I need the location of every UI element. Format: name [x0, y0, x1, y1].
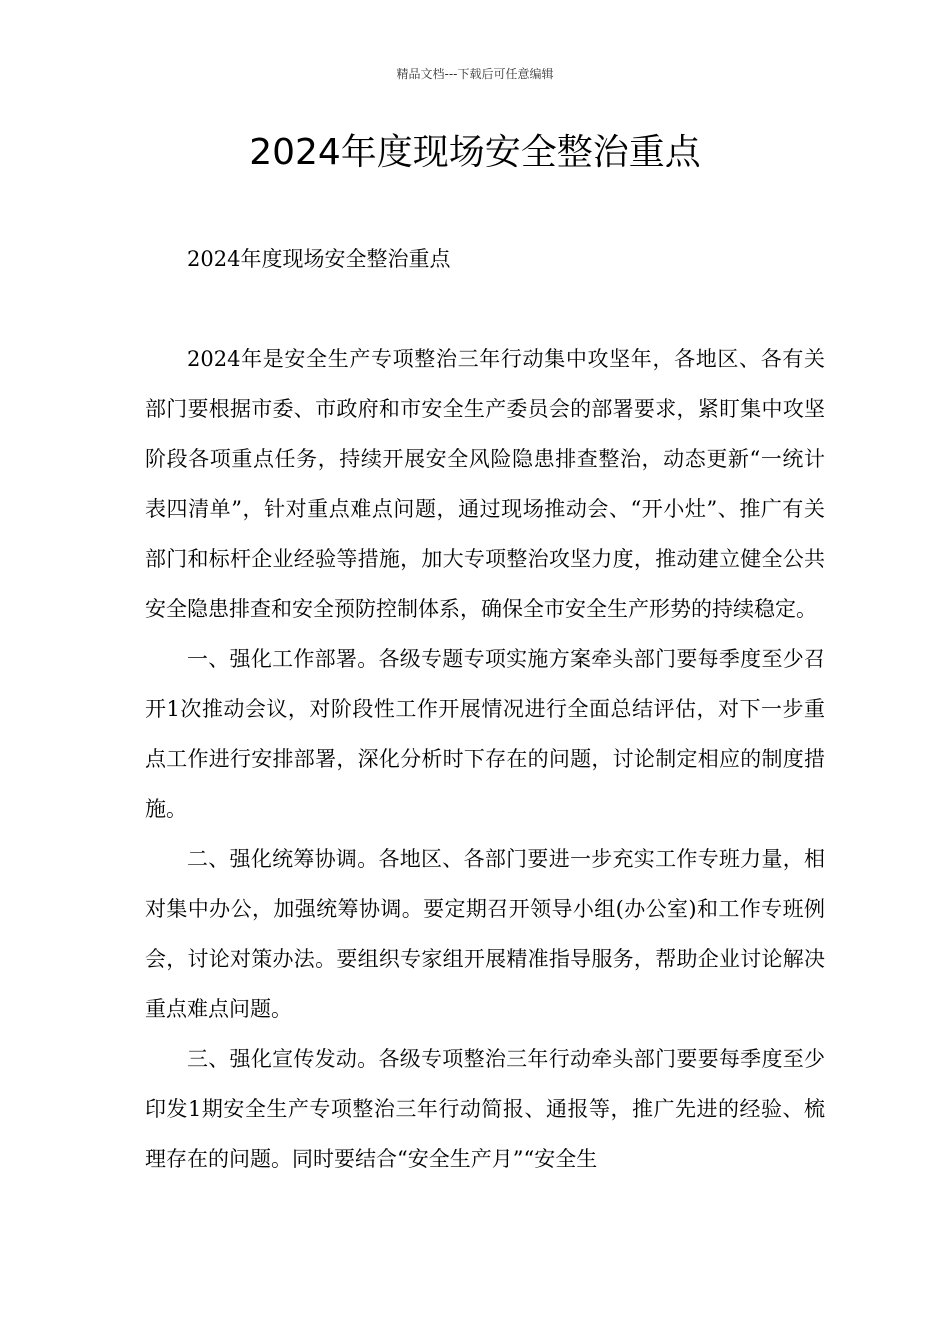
page-header-note: 精品文档---下载后可任意编辑 [396, 67, 554, 81]
document-subtitle: 2024年度现场安全整治重点 [187, 247, 451, 271]
document-title: 2024年度现场安全整治重点 [249, 132, 701, 173]
paragraph-section-1: 一、强化工作部署。各级专题专项实施方案牵头部门要每季度至少召开1次推动会议，对阶段性工作开展情况进行全面总结评估，对下一步重点工作进行安排部署，深化分析时下存在的问题，讨论制定相应的制度措施。 [145, 647, 825, 821]
paragraph-intro: 2024年是安全生产专项整治三年行动集中攻坚年，各地区、各有关部门要根据市委、市政府和市安全生产委员会的部署要求，紧盯集中攻坚阶段各项重点任务，持续开展安全风险隐患排查整治，动态更新“一统计表四清单”，针对重点难点问题，通过现场推动会、“开小灶”、推广有关部门和标杆企业经验等措施，加大专项整治攻坚力度，推动建立健全公共安全隐患排查和安全预防控制体系，确保全市安全生产形势的持续稳定。 [145, 347, 825, 621]
document-body [145, 234, 825, 1184]
paragraph-section-2: 二、强化统筹协调。各地区、各部门要进一步充实工作专班力量，相对集中办公，加强统筹协调。要定期召开领导小组(办公室)和工作专班例会，讨论对策办法。要组织专家组开展精准指导服务，帮助企业讨论解决重点难点问题。 [145, 847, 825, 1021]
paragraph-section-3: 三、强化宣传发动。各级专项整治三年行动牵头部门要要每季度至少印发1期安全生产专项整治三年行动简报、通报等，推广先进的经验、梳理存在的问题。同时要结合“安全生产月”“安全生 [145, 1047, 825, 1171]
